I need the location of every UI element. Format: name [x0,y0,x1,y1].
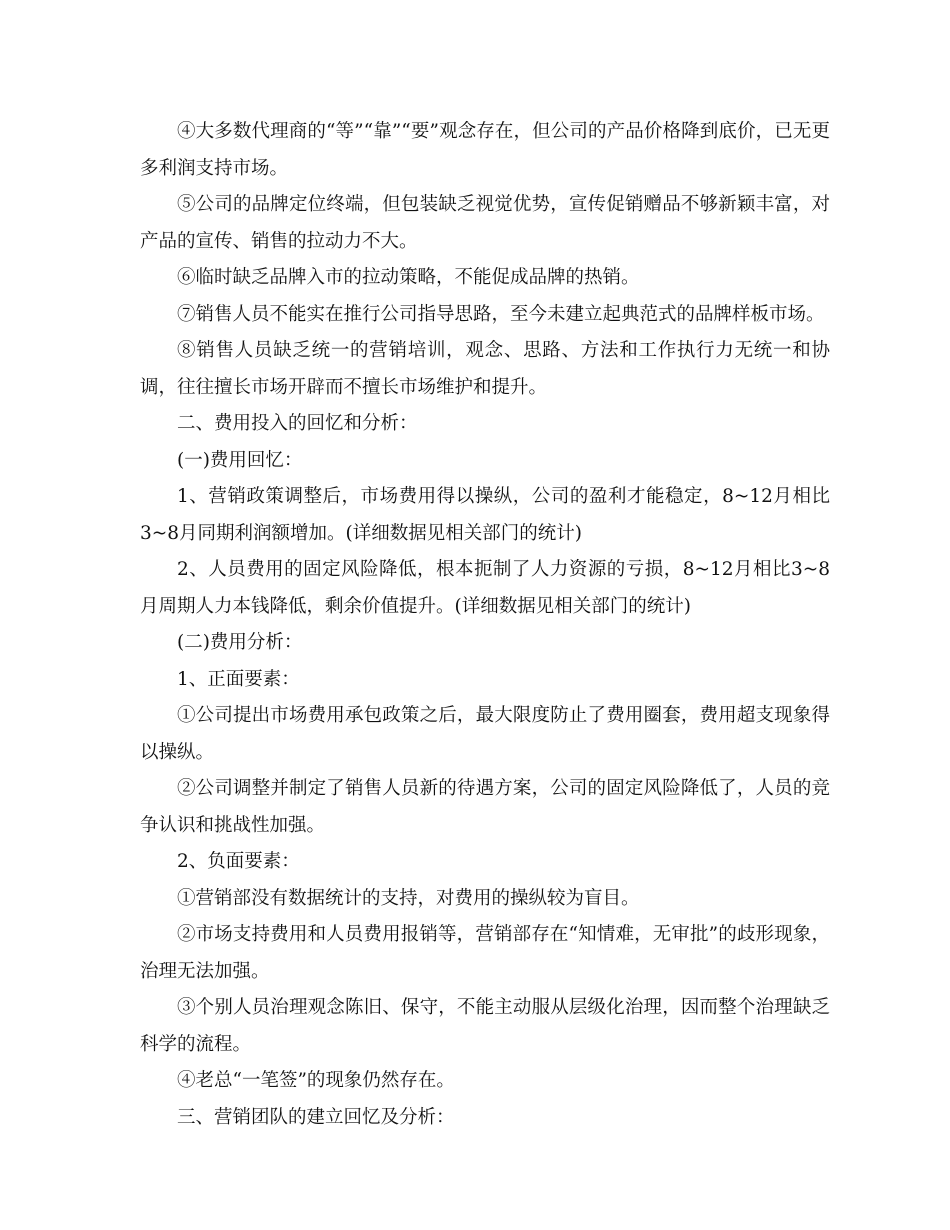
section-heading: 二、费用投入的回忆和分析： [177,413,418,434]
paragraph: ②市场支持费用和人员费用报销等，营销部存在“知情难，无审批”的歧形现象，治理无法加强。 [140,924,830,982]
paragraph: ①公司提出市场费用承包政策之后，最大限度防止了费用圈套，费用超支现象得以操纵。 [140,705,830,763]
paragraph: 1、营销政策调整后，市场费用得以操纵，公司的盈利才能稳定，8~12月相比3~8月同期利润额增加。(详细数据见相关部门的统计) [140,486,830,544]
paragraph: ①营销部没有数据统计的支持，对费用的操纵较为盲目。 [177,887,640,909]
item-heading: 2、负面要素： [177,851,300,872]
paragraph: ⑥临时缺乏品牌入市的拉动策略，不能促成品牌的热销。 [177,267,640,288]
item-heading: 1、正面要素： [177,668,300,690]
paragraph: ⑦销售人员不能实在推行公司指导思路，至今未建立起典范式的品牌样板市场。 [177,303,825,325]
paragraph: ②公司调整并制定了销售人员新的待遇方案，公司的固定风险降低了，人员的竞争认识和挑战性加强。 [140,778,830,836]
paragraph: 2、人员费用的固定风险降低，根本扼制了人力资源的亏损，8~12月相比3~8月周期人力本钱降低，剩余价值提升。(详细数据见相关部门的统计) [140,559,830,617]
paragraph: ④大多数代理商的“等”“靠”“要”观念存在，但公司的产品价格降到底价，已无更多利润支持市场。 [140,121,830,179]
paragraph: ⑧销售人员缺乏统一的营销培训，观念、思路、方法和工作执行力无统一和协调，往往擅长市场开辟而不擅长市场维护和提升。 [140,340,830,398]
paragraph: ③个别人员治理观念陈旧、保守，不能主动服从层级化治理，因而整个治理缺乏科学的流程。 [140,997,830,1055]
section-heading: 三、营销团队的建立回忆及分析： [177,1106,455,1128]
subsection-heading: (二)费用分析： [177,632,303,653]
paragraph: ④老总“一笔签”的现象仍然存在。 [177,1070,455,1091]
paragraph: ⑤公司的品牌定位终端，但包装缺乏视觉优势，宣传促销赠品不够新颖丰富，对产品的宣传、销售的拉动力不大。 [140,194,830,252]
subsection-heading: (一)费用回忆： [177,449,303,471]
document-body [140,114,830,1136]
